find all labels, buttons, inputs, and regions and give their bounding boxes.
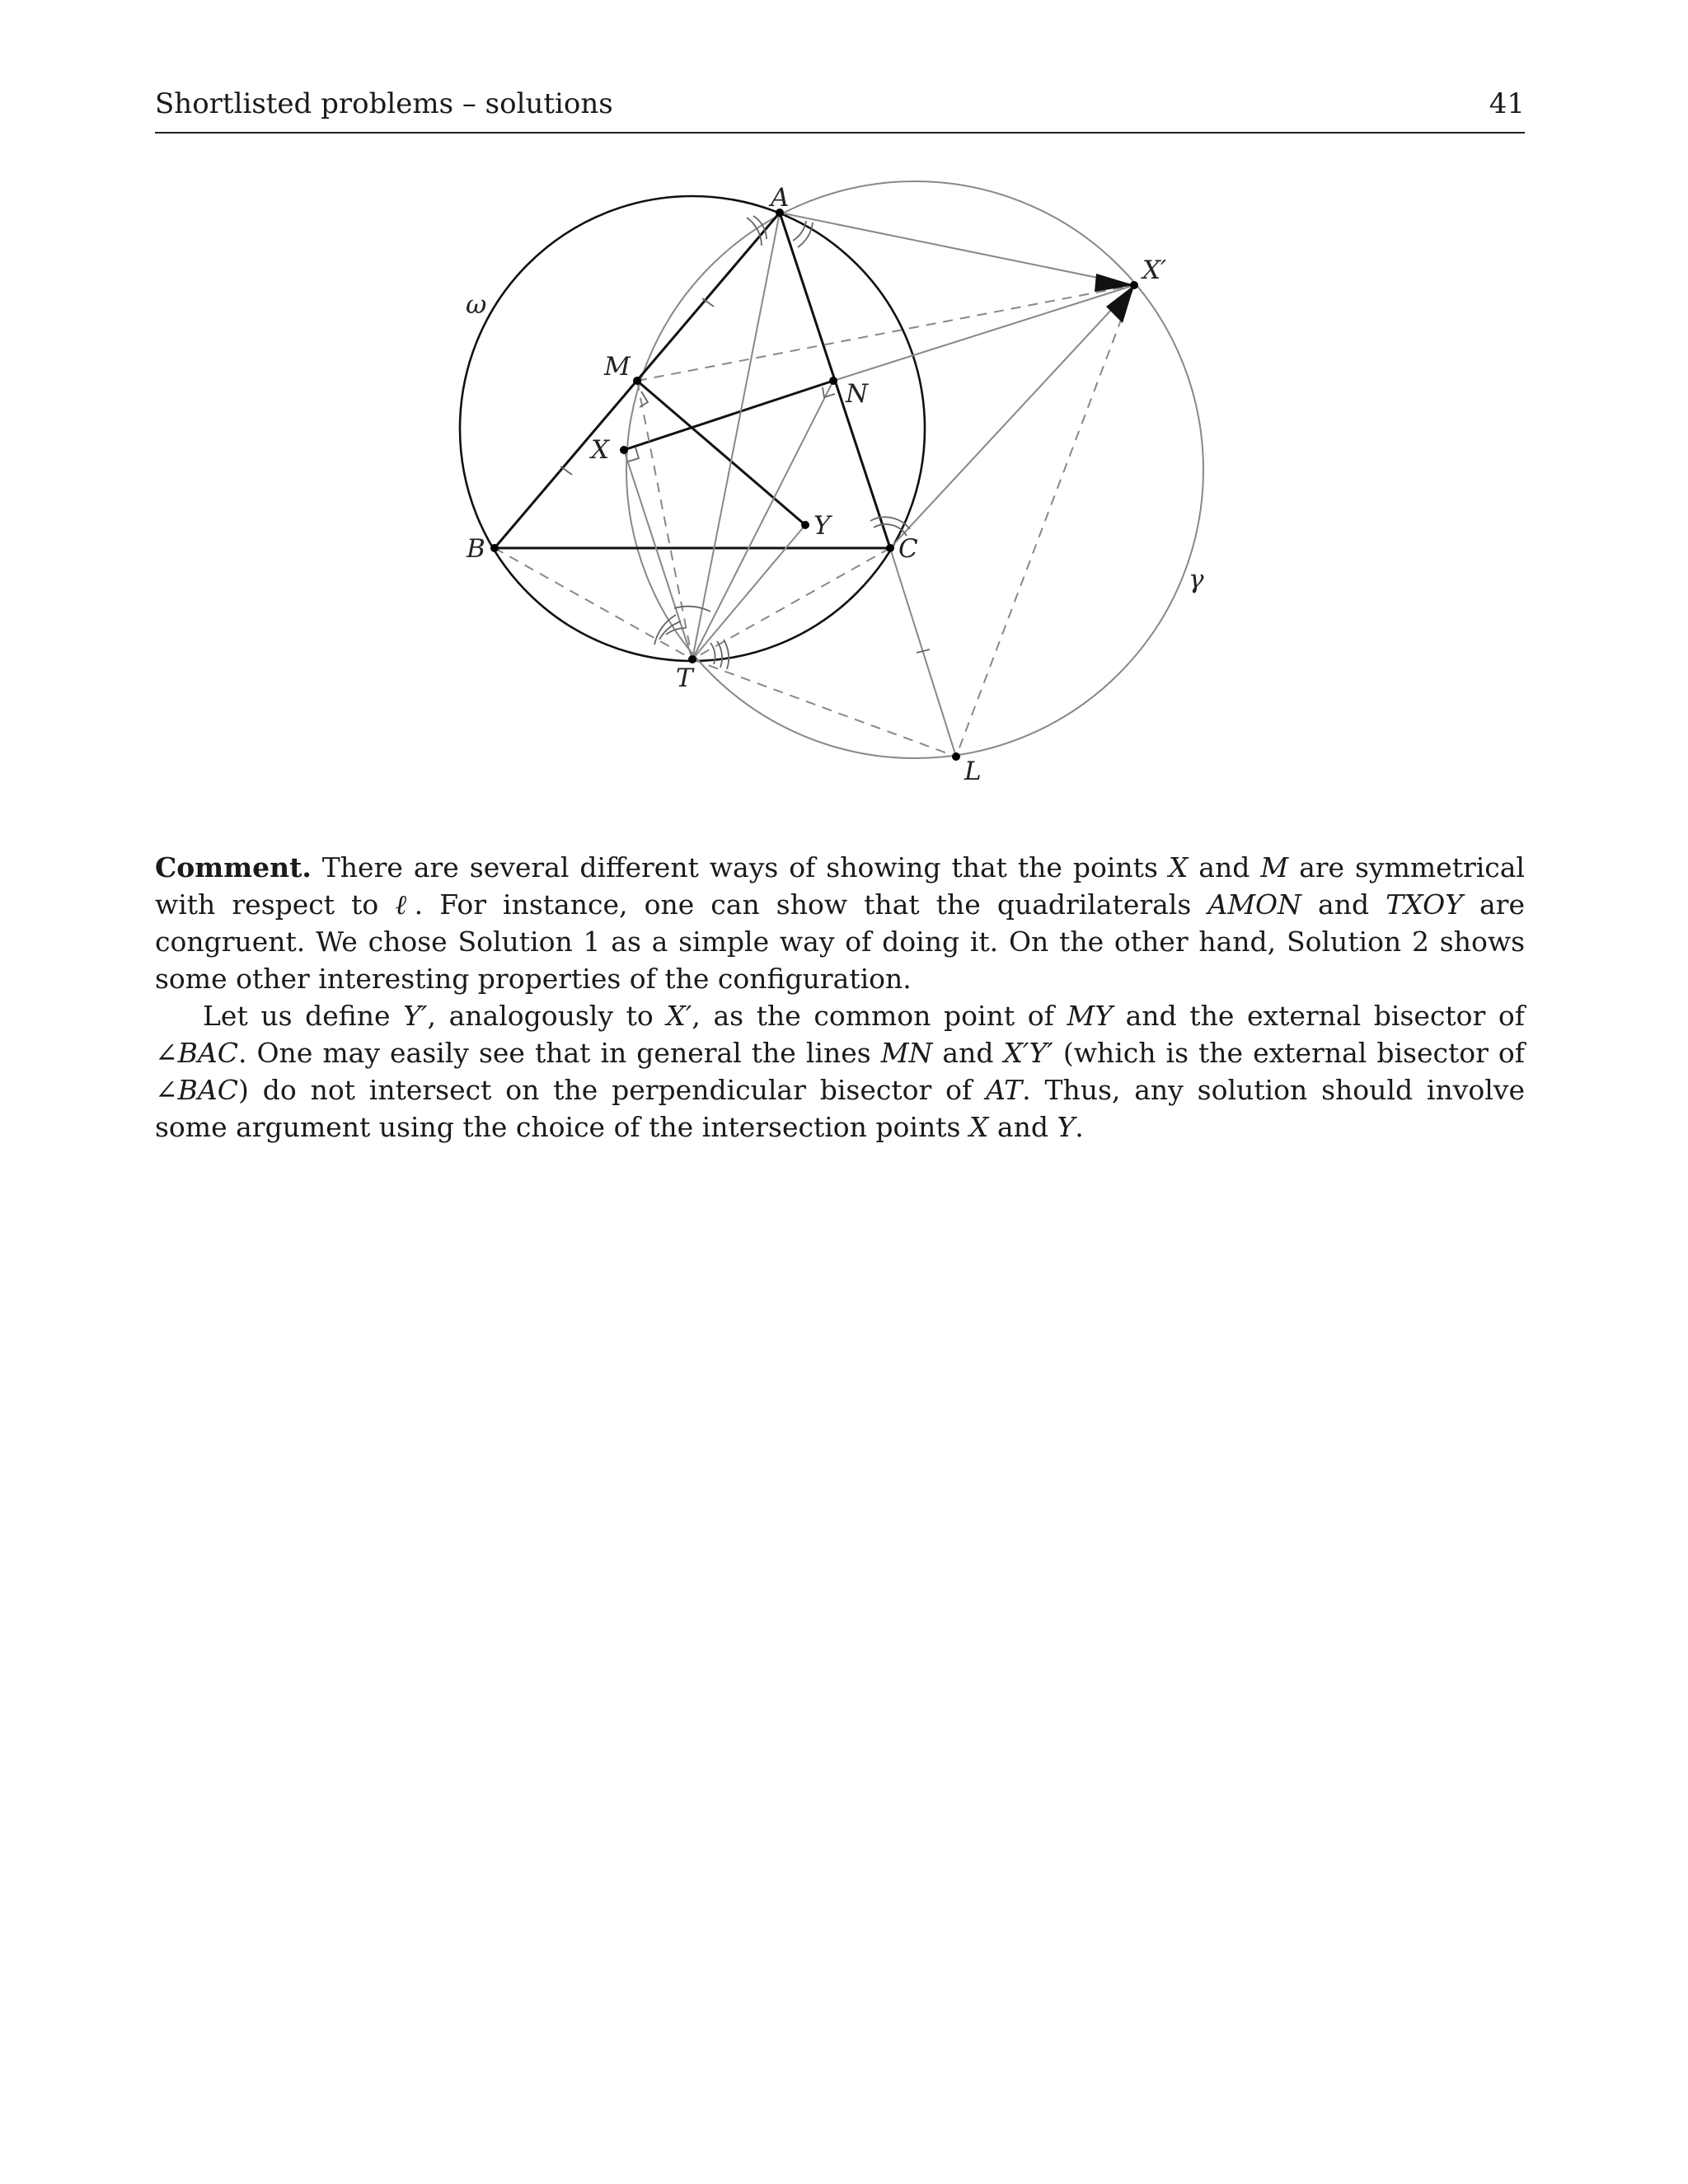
label-omega: ω (466, 290, 487, 320)
label-m: M (604, 352, 631, 382)
gray-lines (624, 213, 1134, 757)
label-l: L (964, 757, 982, 786)
label-gamma: γ (1189, 565, 1204, 594)
angle-marks (654, 216, 910, 669)
comment-section (155, 849, 1525, 1146)
points (490, 209, 1138, 761)
label-n: N (846, 379, 869, 409)
comment-paragraph-2: Let us define Y′, analogously to X′, as the common point of MY and the external bisector of ∠BAC. One may easily see that in general the lines MN and X′Y′ (which is the external bisector of ∠BAC) do not intersect on the perpendicular bisector of AT. Thus, any solution should involve some argument using the choice of the intersection points X and Y. (155, 1000, 1526, 1143)
label-x-prime: X′ (1142, 255, 1167, 285)
segments-my-xn (624, 381, 833, 525)
label-b: B (467, 534, 485, 564)
label-y: Y (814, 511, 831, 541)
label-x: X (591, 435, 610, 465)
comment-heading: Comment. (155, 851, 312, 883)
label-c: C (898, 534, 918, 564)
comment-paragraph-1: Comment. There are several different ways of showing that the points X and M are symmetrical with respect to ℓ. For instance, one can show that the quadrilaterals AMON and TXOY are congruent. We chose Solution 1 as a simple way of doing it. On the other hand, Solution 2 shows some other interesting properties of the configuration. (155, 851, 1525, 995)
label-a: A (771, 183, 790, 213)
page-number: 41 (1489, 87, 1525, 120)
geometry-figure (0, 0, 1688, 824)
label-t: T (676, 663, 693, 693)
header-title: Shortlisted problems – solutions (155, 87, 613, 120)
arrowheads (1095, 274, 1134, 323)
circle-gamma (626, 181, 1203, 758)
